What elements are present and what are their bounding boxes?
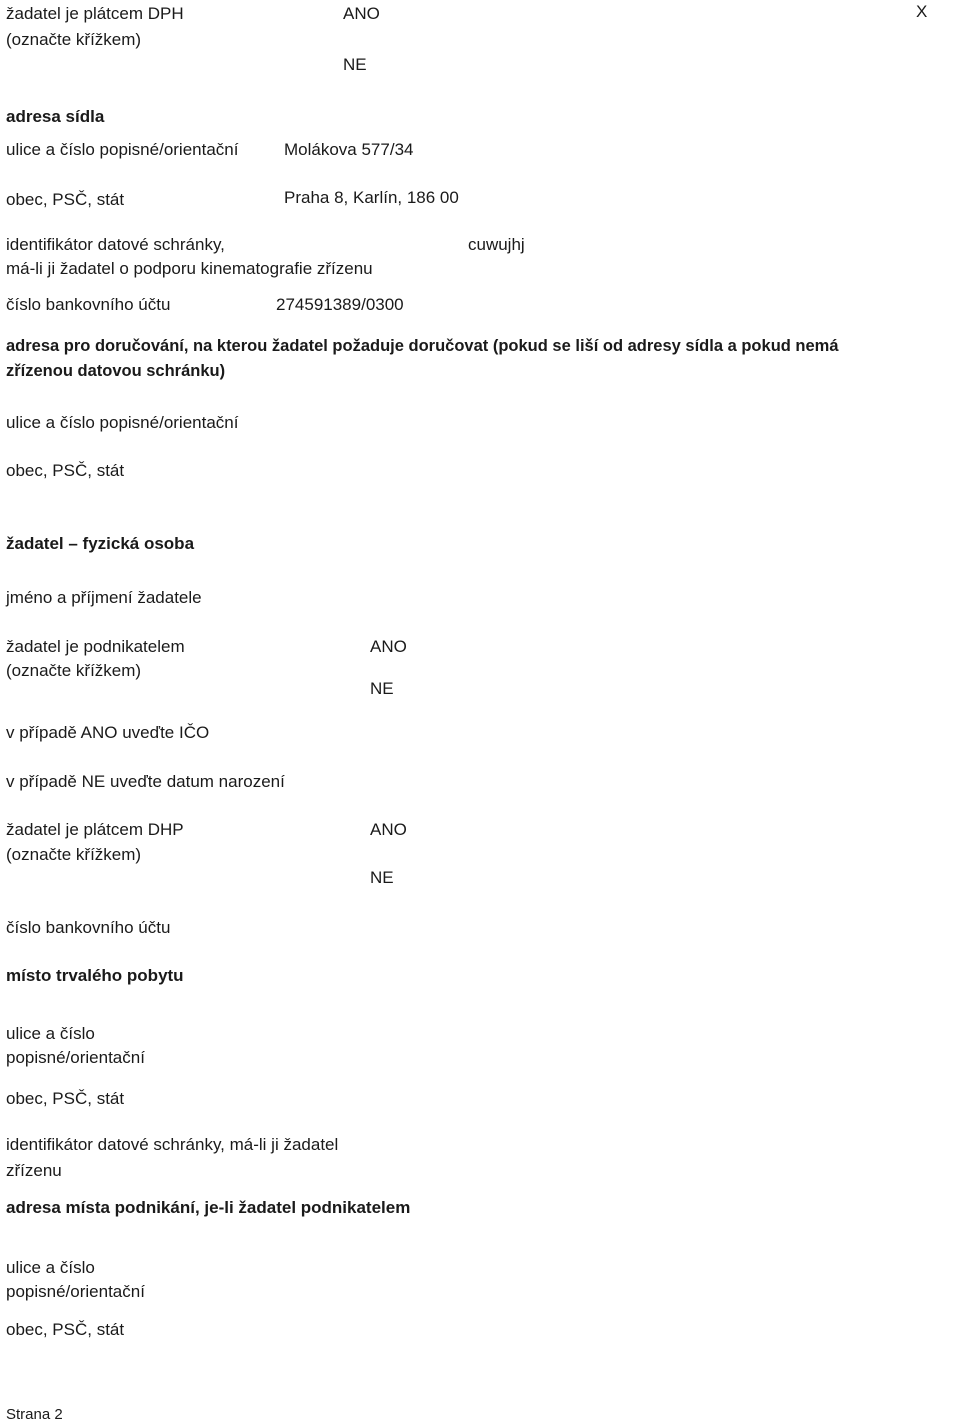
dhp-hint: (označte křížkem) [6, 845, 142, 864]
applicant-name-label: jméno a příjmení žadatele [6, 588, 202, 607]
dhp-label: žadatel je plátcem DHP [6, 820, 184, 839]
seat-city-value: Praha 8, Karlín, 186 00 [284, 188, 459, 207]
ico-label: v případě ANO uveďte IČO [6, 723, 210, 742]
dhp-yes-option[interactable]: ANO [370, 820, 407, 839]
business-street-label-cont: popisné/orientační [6, 1282, 145, 1301]
seat-bank-value: 274591389/0300 [276, 295, 404, 314]
business-street-label: ulice a číslo [6, 1258, 95, 1277]
delivery-street-label: ulice a číslo popisné/orientační [6, 413, 239, 432]
entrepreneur-no-option[interactable]: NE [370, 679, 394, 698]
residence-databox-label-cont: zřízenu [6, 1161, 62, 1180]
seat-databox-label: identifikátor datové schránky, [6, 235, 225, 254]
vat-payer-yes-mark: X [916, 2, 928, 21]
residence-heading: místo trvalého pobytu [6, 966, 184, 985]
seat-street-value: Molákova 577/34 [284, 140, 414, 159]
residence-city-label: obec, PSČ, stát [6, 1089, 125, 1108]
residence-databox-label: identifikátor datové schránky, má-li ji žadatel [6, 1135, 339, 1154]
seat-address-heading: adresa sídla [6, 107, 105, 126]
page-number: Strana 2 [6, 1406, 63, 1423]
delivery-address-heading: adresa pro doručování, na kterou žadatel požaduje doručovat (pokud se liší od adresy sídla a pokud nemá [6, 337, 839, 355]
dhp-no-option[interactable]: NE [370, 868, 394, 887]
vat-payer-yes-option[interactable]: ANO [343, 4, 380, 23]
delivery-city-label: obec, PSČ, stát [6, 461, 125, 480]
entrepreneur-hint: (označte křížkem) [6, 661, 142, 680]
natural-person-heading: žadatel – fyzická osoba [6, 534, 195, 553]
delivery-address-heading-cont: zřízenou datovou schránku) [6, 362, 226, 380]
entrepreneur-yes-option[interactable]: ANO [370, 637, 407, 656]
vat-payer-no-option[interactable]: NE [343, 55, 367, 74]
seat-databox-value: cuwujhj [468, 235, 525, 254]
vat-payer-label: žadatel je plátcem DPH [6, 4, 184, 23]
residence-street-label: ulice a číslo [6, 1024, 95, 1043]
seat-bank-label: číslo bankovního účtu [6, 295, 171, 314]
seat-city-label: obec, PSČ, stát [6, 190, 125, 209]
business-address-heading: adresa místa podnikání, je-li žadatel podnikatelem [6, 1198, 411, 1217]
vat-payer-hint: (označte křížkem) [6, 30, 142, 49]
entrepreneur-label: žadatel je podnikatelem [6, 637, 185, 656]
business-city-label: obec, PSČ, stát [6, 1320, 125, 1339]
person-bank-label: číslo bankovního účtu [6, 918, 171, 937]
seat-street-label: ulice a číslo popisné/orientační [6, 140, 239, 159]
seat-databox-hint: má-li ji žadatel o podporu kinematografie zřízenu [6, 259, 373, 278]
residence-street-label-cont: popisné/orientační [6, 1048, 145, 1067]
birth-date-label: v případě NE uveďte datum narození [6, 772, 285, 791]
